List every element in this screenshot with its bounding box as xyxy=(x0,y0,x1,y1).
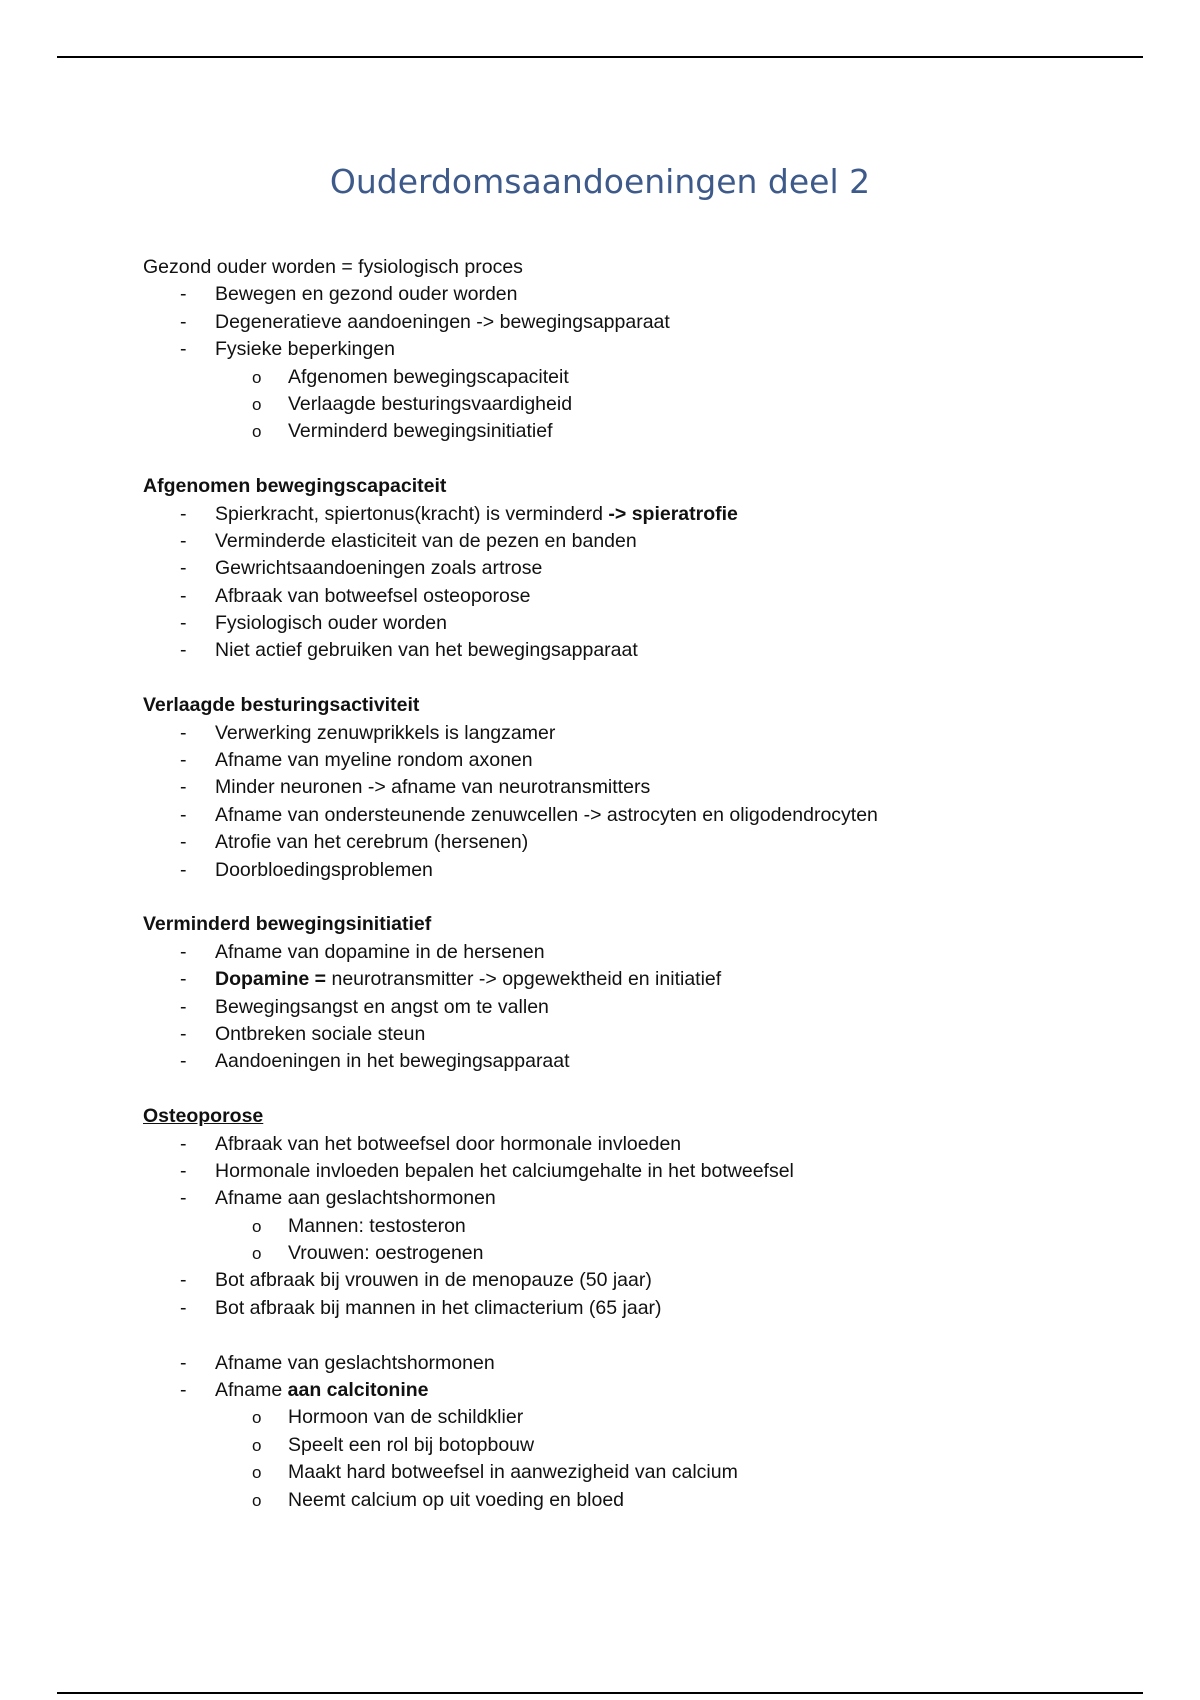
list-item: - Bot afbraak bij mannen in het climacterium (65 jaar) xyxy=(143,1295,1143,1322)
dash-marker: - xyxy=(180,749,187,772)
circle-bullet-icon: o xyxy=(252,1463,262,1483)
header-rule xyxy=(57,56,1143,58)
circle-bullet-icon: o xyxy=(252,394,262,414)
list-item: - Afname van ondersteunende zenuwcellen -> astrocyten en oligodendrocyten xyxy=(143,802,1143,829)
dash-marker: - xyxy=(180,557,187,580)
dash-marker: - xyxy=(180,1159,187,1182)
dash-marker: - xyxy=(180,1379,187,1402)
dash-marker: - xyxy=(180,721,187,744)
dash-marker: - xyxy=(180,858,187,881)
dash-marker: - xyxy=(180,1187,187,1210)
dash-marker: - xyxy=(180,1296,187,1319)
list-item: - Degeneratieve aandoeningen -> bewegingsapparaat xyxy=(143,309,1143,336)
dash-marker: - xyxy=(180,1022,187,1045)
circle-bullet-icon: o xyxy=(252,1216,262,1236)
list-item: - Fysieke beperkingen xyxy=(143,336,1143,363)
dash-marker: - xyxy=(180,1132,187,1155)
sub-list-item: o Maakt hard botweefsel in aanwezigheid van calcium xyxy=(143,1459,1143,1486)
list-item: - Ontbreken sociale steun xyxy=(143,1021,1143,1048)
list-item: - Verminderde elasticiteit van de pezen en banden xyxy=(143,528,1143,555)
dash-marker: - xyxy=(180,502,187,525)
dash-marker: - xyxy=(180,639,187,662)
section-heading: Osteoporose xyxy=(143,1105,264,1128)
sub-list-item: o Speelt een rol bij botopbouw xyxy=(143,1432,1143,1459)
dash-marker: - xyxy=(180,310,187,333)
dash-marker: - xyxy=(180,940,187,963)
list-item: - Atrofie van het cerebrum (hersenen) xyxy=(143,829,1143,856)
dash-marker: - xyxy=(180,803,187,826)
list-item: - Verwerking zenuwprikkels is langzamer xyxy=(143,720,1143,747)
circle-bullet-icon: o xyxy=(252,1435,262,1455)
dash-marker: - xyxy=(180,1050,187,1073)
document-body xyxy=(143,254,1143,1514)
dash-marker: - xyxy=(180,995,187,1018)
dash-marker: - xyxy=(180,968,187,991)
section-heading: Verlaagde besturingsactiviteit xyxy=(143,694,420,717)
list-item: - Afname van dopamine in de hersenen xyxy=(143,939,1143,966)
spacer xyxy=(143,665,1143,692)
circle-bullet-icon: o xyxy=(252,1490,262,1510)
dash-marker: - xyxy=(180,584,187,607)
sub-list-item: o Mannen: testosteron xyxy=(143,1213,1143,1240)
sub-list-item: o Verminderd bewegingsinitiatief xyxy=(143,418,1143,445)
dash-marker: - xyxy=(180,283,187,306)
list-item: - Bewegen en gezond ouder worden xyxy=(143,281,1143,308)
circle-bullet-icon: o xyxy=(252,367,262,387)
list-item: - Gewrichtsaandoeningen zoals artrose xyxy=(143,555,1143,582)
list-item: - Bot afbraak bij vrouwen in de menopauze (50 jaar) xyxy=(143,1267,1143,1294)
dash-marker: - xyxy=(180,529,187,552)
list-item: - Fysiologisch ouder worden xyxy=(143,610,1143,637)
sub-list-item: o Vrouwen: oestrogenen xyxy=(143,1240,1143,1267)
list-item: - Spierkracht, spiertonus(kracht) is verminderd -> spieratrofie xyxy=(143,501,1143,528)
list-item: - Afname van geslachtshormonen xyxy=(143,1350,1143,1377)
dash-marker: - xyxy=(180,338,187,361)
spacer xyxy=(143,446,1143,473)
list-item: - Bewegingsangst en angst om te vallen xyxy=(143,994,1143,1021)
page-title: Ouderdomsaandoeningen deel 2 xyxy=(329,162,871,201)
list-item: - Dopamine = neurotransmitter -> opgewektheid en initiatief xyxy=(143,966,1143,993)
spacer xyxy=(143,884,1143,911)
list-item: - Niet actief gebruiken van het bewegingsapparaat xyxy=(143,637,1143,664)
dash-marker: - xyxy=(180,1269,187,1292)
sub-list-item: o Neemt calcium op uit voeding en bloed xyxy=(143,1487,1143,1514)
spacer xyxy=(143,1322,1143,1349)
list-item: - Afname aan calcitonine xyxy=(143,1377,1143,1404)
section-heading: Afgenomen bewegingscapaciteit xyxy=(143,475,447,498)
list-item: - Aandoeningen in het bewegingsapparaat xyxy=(143,1048,1143,1075)
section-heading: Verminderd bewegingsinitiatief xyxy=(143,913,432,936)
dash-marker: - xyxy=(180,612,187,635)
list-item: - Afbraak van botweefsel osteoporose xyxy=(143,583,1143,610)
circle-bullet-icon: o xyxy=(252,1408,262,1428)
intro-text: Gezond ouder worden = fysiologisch proces xyxy=(143,256,523,278)
sub-list-item: o Verlaagde besturingsvaardigheid xyxy=(143,391,1143,418)
dash-marker: - xyxy=(180,831,187,854)
list-item: - Afname van myeline rondom axonen xyxy=(143,747,1143,774)
list-item: - Afname aan geslachtshormonen xyxy=(143,1185,1143,1212)
list-item: - Minder neuronen -> afname van neurotransmitters xyxy=(143,774,1143,801)
dash-marker: - xyxy=(180,1351,187,1374)
list-item: - Doorbloedingsproblemen xyxy=(143,857,1143,884)
circle-bullet-icon: o xyxy=(252,1244,262,1264)
list-item: - Hormonale invloeden bepalen het calciumgehalte in het botweefsel xyxy=(143,1158,1143,1185)
spacer xyxy=(143,1076,1143,1103)
list-item: - Afbraak van het botweefsel door hormonale invloeden xyxy=(143,1131,1143,1158)
circle-bullet-icon: o xyxy=(252,422,262,442)
footer-rule xyxy=(57,1692,1143,1694)
sub-list-item: o Afgenomen bewegingscapaciteit xyxy=(143,364,1143,391)
sub-list-item: o Hormoon van de schildklier xyxy=(143,1404,1143,1431)
dash-marker: - xyxy=(180,776,187,799)
